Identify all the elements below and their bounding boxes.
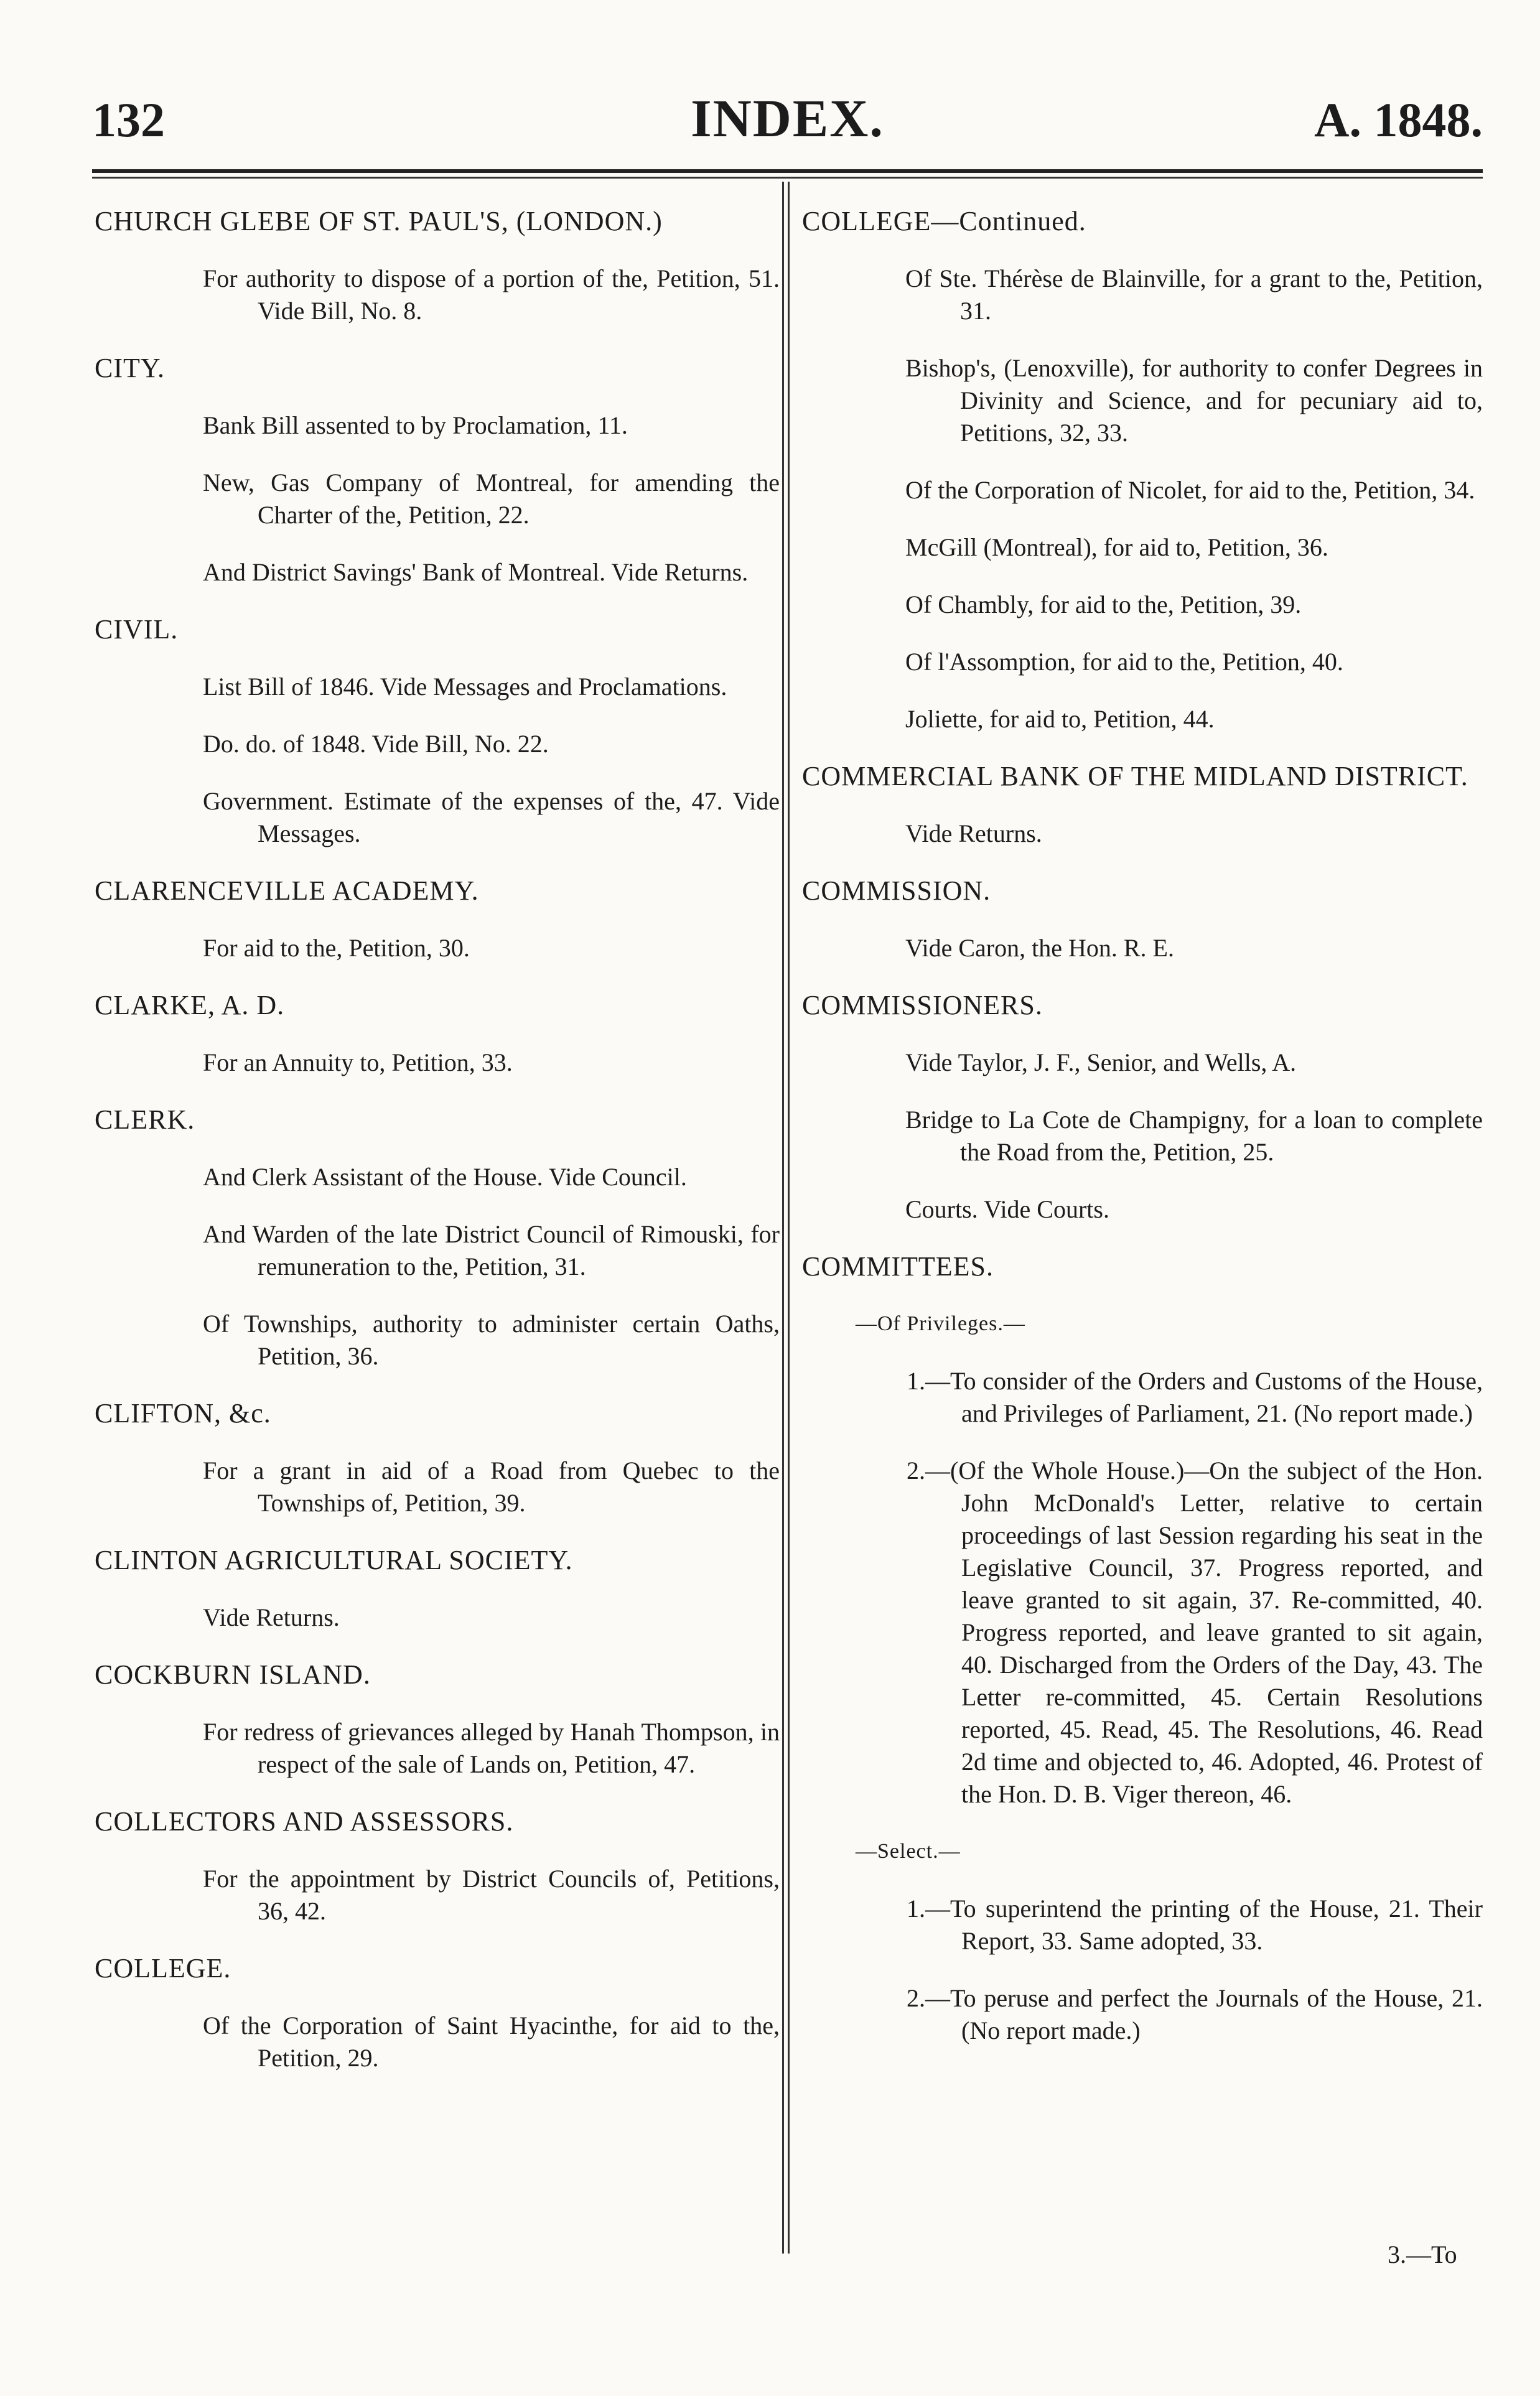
- index-entry: Vide Taylor, J. F., Senior, and Wells, A.: [905, 1048, 1297, 1076]
- index-entry: Vide Returns.: [203, 1603, 340, 1631]
- committee-entry: 2.—(Of the Whole House.)—On the subject of the Hon. John McDonald's Letter, relative to certain proceedings of last Session regarding his seat in the Legislative Council, 37. Progress reported, and leave granted to sit again, 37. Re-committed, 40. Progress reported, and leave granted to sit again, 40. Discharged from the Orders of the Day, 43. The Letter re-committed, 45. Certain Resolutions reported, 45. Read, 45. The Resolutions, 46. Read 2d time and objected to, 46. Adopted, 46. Protest of the Hon. D. B. Viger thereon, 46.: [907, 1457, 1483, 1808]
- index-entry: Vide Returns.: [905, 819, 1042, 847]
- index-entry: List Bill of 1846. Vide Messages and Proclamations.: [203, 673, 727, 701]
- index-heading: COCKBURN ISLAND.: [95, 1659, 371, 1690]
- index-entry: Joliette, for aid to, Petition, 44.: [905, 705, 1215, 733]
- index-entry: For a grant in aid of a Road from Quebec to the Townships of, Petition, 39.: [203, 1457, 780, 1517]
- index-entry: Of Ste. Thérèse de Blainville, for a grant to the, Petition, 31.: [905, 264, 1483, 325]
- index-entry: For authority to dispose of a portion of the, Petition, 51. Vide Bill, No. 8.: [203, 264, 780, 325]
- index-entry: Bank Bill assented to by Proclamation, 11.: [203, 411, 628, 439]
- index-entry: Of Chambly, for aid to the, Petition, 39.: [905, 590, 1302, 618]
- index-heading: COMMISSION.: [802, 875, 991, 906]
- index-entry: Of the Corporation of Saint Hyacinthe, for aid to the, Petition, 29.: [203, 2011, 780, 2072]
- catchword: 3.—To: [1388, 2240, 1457, 2268]
- index-entry: McGill (Montreal), for aid to, Petition, 36.: [905, 533, 1328, 561]
- index-entry: Of the Corporation of Nicolet, for aid to the, Petition, 34.: [905, 476, 1475, 504]
- index-entry: Courts. Vide Courts.: [905, 1195, 1109, 1223]
- committee-entry: 1.—To superintend the printing of the House, 21. Their Report, 33. Same adopted, 33.: [907, 1895, 1483, 1955]
- column-divider: [782, 182, 790, 2254]
- index-entry: Of l'Assomption, for aid to the, Petition, 40.: [905, 648, 1343, 676]
- committee-entry: 2.—To peruse and perfect the Journals of the House, 21. (No report made.): [907, 1984, 1483, 2044]
- index-entry: And Warden of the late District Council of Rimouski, for remuneration to the, Petition, 31.: [203, 1220, 780, 1280]
- index-heading: CLARENCEVILLE ACADEMY.: [95, 875, 479, 906]
- index-heading: COMMISSIONERS.: [802, 990, 1043, 1020]
- index-entry: New, Gas Company of Montreal, for amending the Charter of the, Petition, 22.: [203, 468, 780, 529]
- index-heading: CIVIL.: [95, 614, 179, 645]
- index-heading: CLERK.: [95, 1104, 195, 1135]
- committee-entry: 1.—To consider of the Orders and Customs of the House, and Privileges of Parliament, 21. (No report made.): [907, 1367, 1483, 1427]
- page-year: A. 1848.: [1314, 93, 1483, 147]
- index-heading: CHURCH GLEBE OF ST. PAUL'S, (LONDON.): [95, 206, 663, 236]
- index-entry: For aid to the, Petition, 30.: [203, 934, 470, 962]
- index-entry: Of Townships, authority to administer certain Oaths, Petition, 36.: [203, 1310, 780, 1370]
- index-heading: COLLEGE.: [95, 1953, 231, 1983]
- index-entry: Vide Caron, the Hon. R. E.: [905, 934, 1174, 962]
- page-number: 132: [92, 93, 165, 147]
- header-rule-thin: [92, 177, 1483, 179]
- subheading-select: —Select.—: [856, 1840, 961, 1863]
- index-entry: For redress of grievances alleged by Hanah Thompson, in respect of the sale of Lands on, Petition, 47.: [203, 1718, 780, 1778]
- index-entry: Bishop's, (Lenoxville), for authority to confer Degrees in Divinity and Science, and for pecuniary aid to, Petitions, 32, 33.: [905, 354, 1483, 447]
- index-heading: COLLEGE—Continued.: [802, 206, 1086, 236]
- index-heading: COMMITTEES.: [802, 1251, 994, 1282]
- index-entry: Do. do. of 1848. Vide Bill, No. 22.: [203, 730, 549, 758]
- index-entry: Bridge to La Cote de Champigny, for a loan to complete the Road from the, Petition, 25.: [905, 1106, 1483, 1166]
- index-heading: COMMERCIAL BANK OF THE MIDLAND DISTRICT.: [802, 761, 1468, 791]
- index-entry: Government. Estimate of the expenses of the, 47. Vide Messages.: [203, 787, 780, 847]
- index-entry: And Clerk Assistant of the House. Vide Council.: [203, 1163, 687, 1191]
- header-rule: [92, 169, 1483, 173]
- index-heading: CLARKE, A. D.: [95, 990, 285, 1020]
- index-entry: For the appointment by District Councils of, Petitions, 36, 42.: [203, 1865, 780, 1925]
- index-heading: CLIFTON, &c.: [95, 1398, 271, 1429]
- index-entry: And District Savings' Bank of Montreal. Vide Returns.: [203, 558, 749, 586]
- index-heading: COLLECTORS AND ASSESSORS.: [95, 1806, 514, 1837]
- page-header: [92, 80, 1483, 148]
- index-entry: For an Annuity to, Petition, 33.: [203, 1048, 513, 1076]
- subheading-privileges: —Of Privileges.—: [856, 1312, 1025, 1335]
- index-heading: CLINTON AGRICULTURAL SOCIETY.: [95, 1545, 573, 1575]
- page-title: INDEX.: [691, 88, 884, 148]
- left-column: [92, 187, 780, 2099]
- right-column: [800, 187, 1483, 2072]
- index-heading: CITY.: [95, 353, 165, 383]
